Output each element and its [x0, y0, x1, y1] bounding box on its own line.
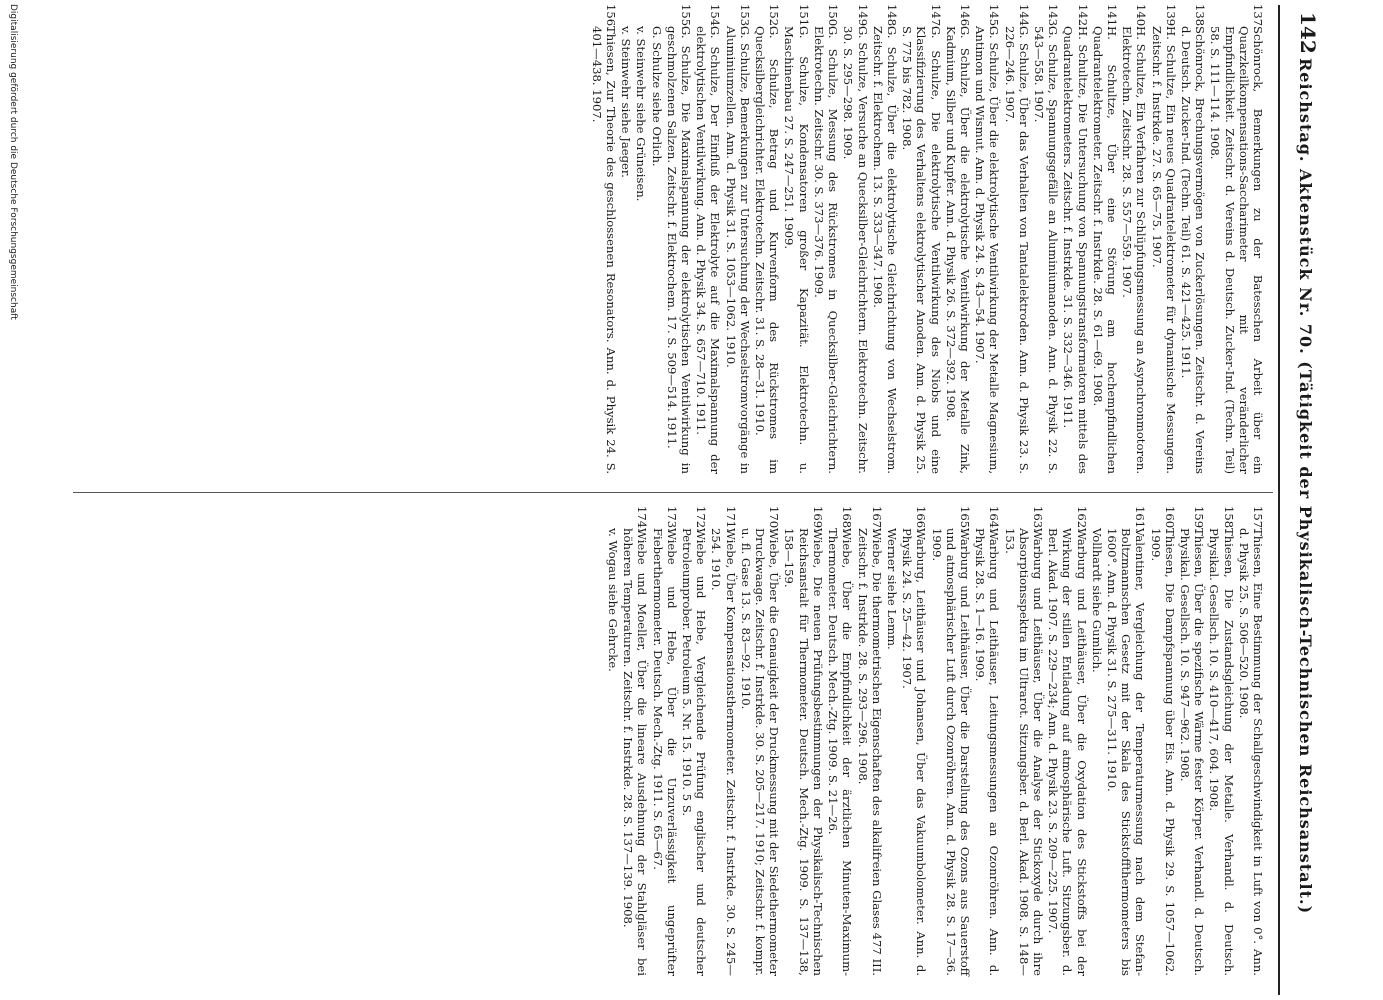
left-column — [589, 4, 1265, 474]
entry-number: 149. — [855, 4, 870, 30]
entry-text: Wiebe, Die thermometrischen Eigenschaften des alkalifreien Glases 477 III. Zeitschr. f. Instrkde. 28. S. 293—296. 1908. — [855, 528, 884, 976]
entry-text: H. Schultze, Über eine Störung am hochempfindlichen Quadrantelektrometer. Zeitschr. f. Instrkde. 28. S. 61—69. 1908. — [1090, 26, 1119, 474]
entry-number: 171. — [723, 506, 738, 532]
entry-number: 146. — [957, 4, 972, 30]
entry-text: Warburg und Leithäuser, Über die Oxydation des Stickstoffs bei der Wirkung der stillen Entladung auf atmosphärische Luft. Sitzungsber. d. Berl. Akad. 1907. S. 229—234; Ann. d. Physik 23. S. 209—225. 1907. — [1046, 528, 1089, 976]
entry-number: 138. — [1193, 4, 1208, 30]
entry-text: G. Schulze, Spannungsgefälle an Aluminiumanoden. Ann. d. Physik 22. S. 543—558. 1907. — [1031, 26, 1061, 474]
bibliography-entry — [1032, 4, 1060, 474]
entry-number: 145. — [987, 4, 1002, 30]
bibliography-entry — [649, 4, 663, 474]
entry-text: Wiebe, Über die Empfindlichkeit der ärztlichen Minuten-Maximum-Thermometer. Deutsch. Mech.-Ztg. 1909. S. 21—26. — [826, 528, 855, 976]
bibliography-entry — [812, 4, 840, 474]
entry-text: v. Steinwehr siehe Grüneisen. — [634, 26, 649, 202]
entry-text: Wiebe und Hebe, Über die Unzuverlässigkeit ungeprüfter Fieberthermometer. Deutsch. Mech.-Ztg. 1911. S. 65—67. — [650, 528, 679, 976]
entry-text: Wiebe, Über die Genauigkeit der Druckmessung mit der Siedethermometer Druckwaage. Zeitschr. f. Instrkde. 30. S. 205—217. 1910; Zeitschr. f. kompr. u. fl. Gase 13. S. 83—92. 1910. — [738, 528, 782, 976]
entry-number: 173. — [664, 506, 679, 532]
bibliography-entry — [619, 4, 633, 474]
entry-text: Vollhardt siehe Gumlich. — [1089, 528, 1104, 673]
bibliography-entry — [1208, 4, 1265, 474]
header-rule — [1278, 5, 1280, 995]
entry-text: G. Schulze, Betrag und Kurvenform des Rückstromes im Quecksilbergleichrichter. Elektrotechn. Zeitschr. 31. S. 28—31. 1910. — [753, 26, 782, 474]
entry-number: 150. — [826, 4, 841, 30]
bibliography-entry — [709, 506, 737, 976]
entry-text: G. Schulze, Über die elektrolytische Gleichrichtung von Wechselstrom. Zeitschr. f. Elektrochem. 13. S. 333—347. 1908. — [870, 26, 899, 474]
bibliography-entry — [694, 4, 722, 474]
bibliography-entry — [1207, 506, 1235, 976]
entry-number: 167. — [869, 506, 884, 532]
entry-text: Wiebe und Moeller, Über die lineare Ausdehnung der Stahlgläser bei höheren Temperaturen. Zeitschr. f. Instrkde. 28. S. 137—139. 1908. — [621, 528, 650, 976]
entry-number: 144. — [1016, 4, 1031, 30]
bibliography-entry — [944, 4, 972, 474]
entry-text: Thiesen, Die Zustandsgleichung der Metalle. Verhandl. d. Deutsch. Physikal. Gesellsch. 10. S. 410—417, 604. 1908. — [1207, 528, 1236, 976]
bibliography-entry — [1090, 506, 1104, 976]
entry-number: 140. — [1134, 4, 1149, 30]
bibliography-entry — [973, 506, 1001, 976]
entry-text: Warburg und Leithäuser, Über die Analyse der Stickoxyde durch ihre Absorptionsspektra im Ultrarot. Sitzungsber. d. Berl. Akad. 1908. S. 148—153. — [1002, 528, 1045, 976]
bibliography-entry — [885, 506, 899, 976]
entry-text: G. Schulze siehe Orlich. — [649, 26, 664, 167]
page-header — [1283, 0, 1383, 1000]
entry-text: Wiebe, Die neuen Prüfungsbestimmungen der Physikalisch-Technischen Reichsanstalt für Thermometer. Deutsch. Mech.-Ztg. 1909. S. 137—138, 158—159. — [782, 528, 825, 976]
bibliography-entry — [665, 4, 693, 474]
right-column — [605, 506, 1265, 976]
entry-number: 166. — [914, 506, 929, 532]
entry-number: 141. — [1104, 4, 1119, 30]
entry-text: Thiesen, Eine Bestimmung der Schallgeschwindigkeit in Luft von 0°. Ann. d. Physik 25. S. 506—520. 1908. — [1236, 528, 1265, 976]
bibliography-entry — [1120, 4, 1148, 474]
bibliography-entry — [621, 506, 649, 976]
entry-text: H. Schultze, Ein Verfahren zur Schlüpfungsmessung an Asynchronmotoren. Elektrotechn. Zeitschr. 28. S. 557—559. 1907. — [1120, 26, 1149, 474]
entry-text: Schönrock, Brechungsvermögen von Zuckerlösungen. Zeitschr. d. Vereins d. Deutsch. Zucker-Ind. (Techn. Teil) 61. S. 421—425. 1911. — [1178, 26, 1208, 474]
entry-text: G. Schulze, Über das Verhalten von Tantalelektroden. Ann. d. Physik 23. S. 226—246. 1907. — [1002, 26, 1031, 474]
entry-text: Valentiner, Vergleichung der Temperaturmessung nach dem Stefan-Boltzmannschen Gesetz mit der Skala des Stickstoffthermometers bis 1600°. Ann. d. Physik 31. S. 275—311. 1910. — [1104, 528, 1148, 976]
entry-number: 153. — [737, 4, 752, 30]
bibliography-entry — [1237, 506, 1265, 976]
bibliography-entry — [1178, 506, 1206, 976]
entry-text: G. Schulze, Kondensatoren großer Kapazität. Elektrotechn. u. Maschinenbau 27. S. 247—251. 1909. — [782, 26, 811, 474]
entry-text: H. Schultze, Ein neues Quadrantelektrometer für dynamische Messungen. Zeitschr. f. Instrkde. 27. S. 65—75. 1907. — [1149, 26, 1178, 474]
bibliography-entry — [606, 506, 620, 976]
entry-text: Warburg und Leithäuser, Über die Darstellung des Ozons aus Sauerstoff und atmosphärischer Luft durch Ozonröhren. Ann. d. Physik 28. S. 17—36. 1909. — [929, 528, 972, 976]
entry-number: 143. — [1046, 4, 1061, 30]
entry-number: 159. — [1192, 506, 1207, 532]
running-title: Reichstag. Aktenstück Nr. 70. (Tätigkeit der Physikalisch-Technischen Reichsanstalt.) — [1296, 58, 1315, 915]
footer — [1, 0, 21, 1000]
bibliography-entry — [900, 4, 943, 474]
entry-number: 139. — [1163, 4, 1178, 30]
entry-text: Wiebe und Hebe, Vergleichende Prüfung englischer und deutscher Petroleumprober. Petroleum 5. Nr. 15. 1910. 5 S. — [680, 528, 709, 976]
bibliography-entry — [826, 506, 854, 976]
entry-number: 168. — [840, 506, 855, 532]
entry-text: G. Schulze, Messung des Rückstromes in Quecksilber-Gleichrichtern. Elektrotechn. Zeitschr. 30. S. 373—376. 1909. — [811, 26, 841, 474]
entry-text: G. Schulze, Bemerkungen zur Untersuchung der Wechselstromvorgänge in Aluminiumzellen. Ann. d. Physik 31. S. 1053—1062. 1910. — [723, 26, 752, 474]
bibliography-entry — [723, 4, 751, 474]
entry-number: 172. — [694, 506, 709, 532]
bibliography-entry — [590, 4, 618, 474]
bibliography-entry — [973, 4, 1001, 474]
bibliography-entry — [900, 506, 928, 976]
entry-text: G. Schulze, Die elektrolytische Ventilwirkung des Niobs und eine Klassifizierung des Verhaltens elektrolytischer Anoden. Ann. d. Physik 25. S. 775 bis 782. 1908. — [900, 26, 943, 474]
entry-number: 147. — [928, 4, 943, 30]
entry-text: Schönrock, Bemerkungen zu der Batesschen Arbeit über ein Quarzkeilkompensations-Saccharimeter mit veränderlicher Empfindlichkeit. Zeitschr. d. Vereins d. Deutsch. Zucker-Ind. (Techn. Teil) 58. S. 111—114. 1908. — [1208, 26, 1265, 474]
bibliography-entry — [782, 4, 810, 474]
entry-number: 148. — [884, 4, 899, 30]
bibliography-entry — [1105, 506, 1148, 976]
footer-text: Digitalisierung gefördert durch die Deutsche Forschungsgemeinschaft — [8, 4, 18, 320]
bibliography-entry — [1046, 506, 1089, 976]
entry-text: G. Schulze, Über die elektrolytische Ventilwirkung der Metalle Zink, Kadmium, Silber und Kupfer. Ann. d. Physik 26. S. 372—392. 1908. — [943, 26, 972, 474]
entry-text: G. Schulze, Der Einfluß der Elektrolyte auf die Maximalspannung der elektrolytischen Ventilwirkung. Ann. d. Physik 34. S. 657—710. 1911. — [694, 26, 723, 474]
entry-text: Werner siehe Lemm. — [884, 528, 899, 650]
entry-number: 160. — [1162, 506, 1177, 532]
bibliography-entry — [1061, 4, 1089, 474]
entry-text: Thiesen, Die Dampfspannung über Eis. Ann. d. Physik 29. S. 1057—1062. 1909. — [1148, 528, 1177, 976]
bibliography-entry — [1179, 4, 1207, 474]
entry-number: 157. — [1251, 506, 1265, 532]
entry-number: 161. — [1133, 506, 1148, 532]
bibliography-entry — [753, 4, 781, 474]
entry-text: v. Steinwehr siehe Jaeger. — [619, 26, 634, 178]
entry-number: 174. — [635, 506, 650, 532]
bibliography-entry — [782, 506, 825, 976]
entry-text: G. Schulze, Versuche an Quecksilber-Gleichrichtern. Elektrotechn. Zeitschr. 30. S. 295—298. 1909. — [841, 26, 870, 474]
entry-number: 155. — [679, 4, 694, 30]
entry-number: 164. — [987, 506, 1002, 532]
entry-number: 170. — [767, 506, 782, 532]
entry-number: 152. — [767, 4, 782, 30]
bibliography-entry — [634, 4, 648, 474]
page-number: 142 — [1296, 12, 1320, 54]
bibliography-entry — [1002, 4, 1030, 474]
entry-text: Thiesen, Über die spezifische Wärme fester Körper. Verhandl. d. Deutsch. Physikal. Gesellsch. 10. S. 947—962. 1908. — [1177, 528, 1207, 976]
column-divider — [73, 492, 1273, 493]
bibliography-entry — [855, 506, 883, 976]
entry-text: G. Schulze, Die Maximalspannung der elektrolytischen Ventilwirkung in geschmolzenen Salzen. Zeitschr. f. Elektrochem. 17. S. 509—514. 1911. — [664, 26, 694, 474]
entry-text: Warburg, Leithäuser und Johansen, Über das Vakuumbolometer. Ann. d. Physik 24. S. 25—42. 1907. — [900, 528, 929, 976]
bibliography-entry — [929, 506, 972, 976]
entry-number: 154. — [708, 4, 723, 30]
bibliography-entry — [1002, 506, 1045, 976]
bibliography-entry — [739, 506, 782, 976]
bibliography-entry — [1149, 4, 1177, 474]
bibliography-entry — [1091, 4, 1119, 474]
entry-number: 165. — [957, 506, 972, 532]
entry-number: 169. — [810, 506, 825, 532]
bibliography-entry — [871, 4, 899, 474]
entry-number: 162. — [1074, 506, 1089, 532]
entry-text: Wiebe, Über Kompensationsthermometer. Zeitschr. f. Instrkde. 30. S. 245—254. 1910. — [709, 528, 738, 976]
entry-text: v. Wogau siehe Gehrcke. — [606, 528, 621, 672]
bibliography-entry — [680, 506, 708, 976]
entry-number: 158. — [1221, 506, 1236, 532]
bibliography-entry — [841, 4, 869, 474]
entry-number: 163. — [1030, 506, 1045, 532]
entry-number: 137. — [1251, 4, 1265, 30]
entry-text: H. Schultze, Die Untersuchung von Spannungstransformatoren mittels des Quadrantelektrometers. Zeitschr. f. Instrkde. 31. S. 332—346. 1911. — [1061, 26, 1090, 474]
bibliography-entry — [650, 506, 678, 976]
bibliography-entry — [1148, 506, 1176, 976]
entry-text: Warburg und Leithäuser, Leitungsmessungen an Ozonröhren. Ann. d. Physik 28. S. 1—16. 1909. — [973, 528, 1002, 976]
entry-number: 142. — [1075, 4, 1090, 30]
entry-text: Thiesen, Zur Theorie des geschlossenen Resonators. Ann. d. Physik 24. S. 401—438. 1907. — [589, 26, 619, 474]
entry-text: G. Schulze, Über die elektrolytische Ventilwirkung der Metalle Magnesium, Antimon und Wismut. Ann. d. Physik 24. S. 43—54. 1907. — [973, 26, 1002, 474]
entry-number: 156. — [604, 4, 619, 30]
entry-number: 151. — [796, 4, 811, 30]
